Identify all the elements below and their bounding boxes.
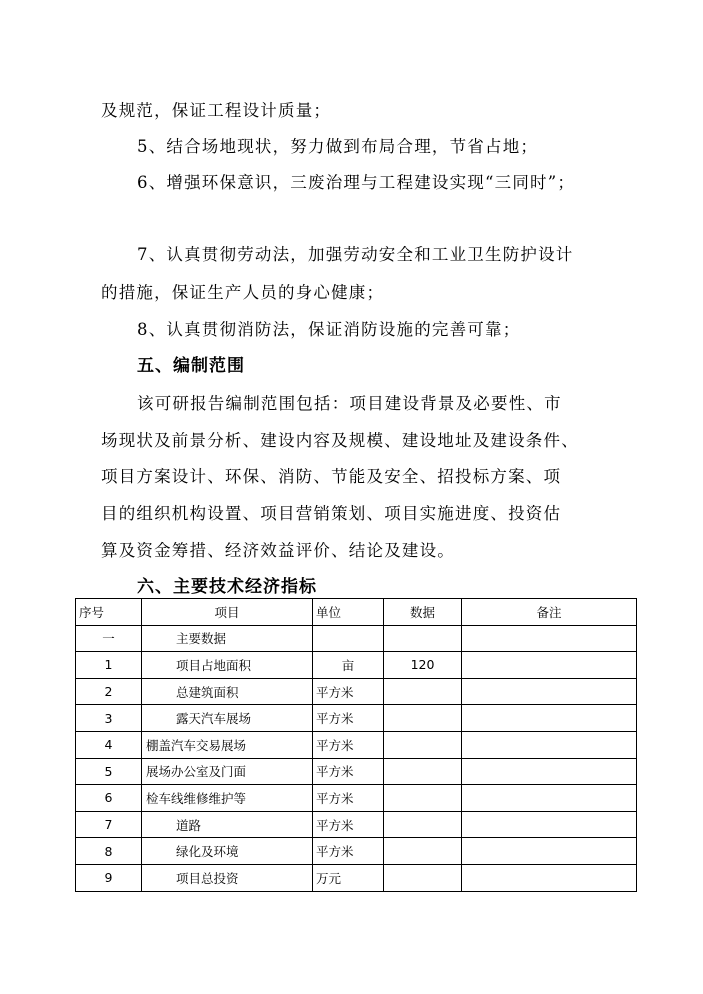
- cell-item: 露天汽车展场: [142, 705, 313, 732]
- cell-unit: 平方米: [313, 811, 384, 838]
- cell-item: 主要数据: [142, 625, 313, 652]
- cell-item: 项目占地面积: [142, 652, 313, 679]
- cell-no: 7: [76, 811, 142, 838]
- paragraph-line: 项目方案设计、环保、消防、节能及安全、招投标方案、项: [101, 467, 562, 486]
- paragraph-line: 目的组织机构设置、项目营销策划、项目实施进度、投资估: [101, 504, 562, 523]
- cell-item: 检车线维修维护等: [142, 785, 313, 812]
- cell-unit: 平方米: [313, 705, 384, 732]
- cell-item: 展场办公室及门面: [142, 758, 313, 785]
- cell-no: 8: [76, 838, 142, 865]
- table-row: [76, 838, 637, 865]
- header-unit: 单位: [313, 599, 384, 626]
- cell-item: 绿化及环境: [142, 838, 313, 865]
- cell-note: [462, 838, 637, 865]
- table-row: [76, 705, 637, 732]
- cell-note: [462, 652, 637, 679]
- cell-no: 5: [76, 758, 142, 785]
- cell-unit: [313, 625, 384, 652]
- cell-note: [462, 758, 637, 785]
- cell-unit: 亩: [313, 652, 384, 679]
- cell-unit: 平方米: [313, 731, 384, 758]
- paragraph-line: 及规范，保证工程设计质量；: [101, 101, 332, 120]
- cell-unit: 平方米: [313, 758, 384, 785]
- paragraph-line: 7、认真贯彻劳动法，加强劳动安全和工业卫生防护设计: [137, 245, 574, 264]
- header-data: 数据: [384, 599, 462, 626]
- table-row: [76, 625, 637, 652]
- table-row: [76, 678, 637, 705]
- cell-data: [384, 731, 462, 758]
- paragraph-line: 的措施，保证生产人员的身心健康；: [101, 283, 385, 302]
- cell-note: [462, 705, 637, 732]
- cell-no: 4: [76, 731, 142, 758]
- table-header-row: [76, 599, 637, 626]
- table-row: [76, 811, 637, 838]
- cell-unit: 万元: [313, 864, 384, 891]
- paragraph-line: 5、结合场地现状，努力做到布局合理，节省占地；: [137, 137, 539, 156]
- cell-data: [384, 811, 462, 838]
- paragraph-line: 该可研报告编制范围包括：项目建设背景及必要性、市: [137, 394, 562, 413]
- paragraph-line: 场现状及前景分析、建设内容及规模、建设地址及建设条件、: [101, 431, 579, 450]
- cell-note: [462, 864, 637, 891]
- indicators-table: [75, 598, 637, 892]
- cell-note: [462, 625, 637, 652]
- cell-data: 120: [384, 652, 462, 679]
- table-row: [76, 731, 637, 758]
- section-heading: 六、主要技术经济指标: [137, 577, 317, 597]
- paragraph-line: 6、增强环保意识，三废治理与工程建设实现“三同时”；: [137, 173, 576, 192]
- cell-note: [462, 811, 637, 838]
- cell-item: 总建筑面积: [142, 678, 313, 705]
- cell-unit: 平方米: [313, 678, 384, 705]
- cell-data: [384, 864, 462, 891]
- table-row: [76, 864, 637, 891]
- cell-no: 3: [76, 705, 142, 732]
- cell-data: [384, 785, 462, 812]
- cell-unit: 平方米: [313, 785, 384, 812]
- paragraph-line: 8、认真贯彻消防法，保证消防设施的完善可靠；: [137, 320, 521, 339]
- table-row: [76, 785, 637, 812]
- cell-data: [384, 625, 462, 652]
- cell-no: 6: [76, 785, 142, 812]
- header-item: 项目: [142, 599, 313, 626]
- cell-data: [384, 758, 462, 785]
- header-note: 备注: [462, 599, 637, 626]
- cell-data: [384, 705, 462, 732]
- table-row: [76, 758, 637, 785]
- cell-unit: 平方米: [313, 838, 384, 865]
- table-row: [76, 652, 637, 679]
- cell-no: 2: [76, 678, 142, 705]
- cell-no: 一: [76, 625, 142, 652]
- cell-no: 9: [76, 864, 142, 891]
- cell-item: 道路: [142, 811, 313, 838]
- header-no: 序号: [76, 599, 142, 626]
- cell-no: 1: [76, 652, 142, 679]
- cell-item: 棚盖汽车交易展场: [142, 731, 313, 758]
- cell-item: 项目总投资: [142, 864, 313, 891]
- cell-note: [462, 731, 637, 758]
- cell-note: [462, 678, 637, 705]
- section-heading: 五、编制范围: [137, 356, 245, 376]
- cell-data: [384, 678, 462, 705]
- paragraph-line: 算及资金筹措、经济效益评价、结论及建设。: [101, 541, 455, 560]
- cell-data: [384, 838, 462, 865]
- cell-note: [462, 785, 637, 812]
